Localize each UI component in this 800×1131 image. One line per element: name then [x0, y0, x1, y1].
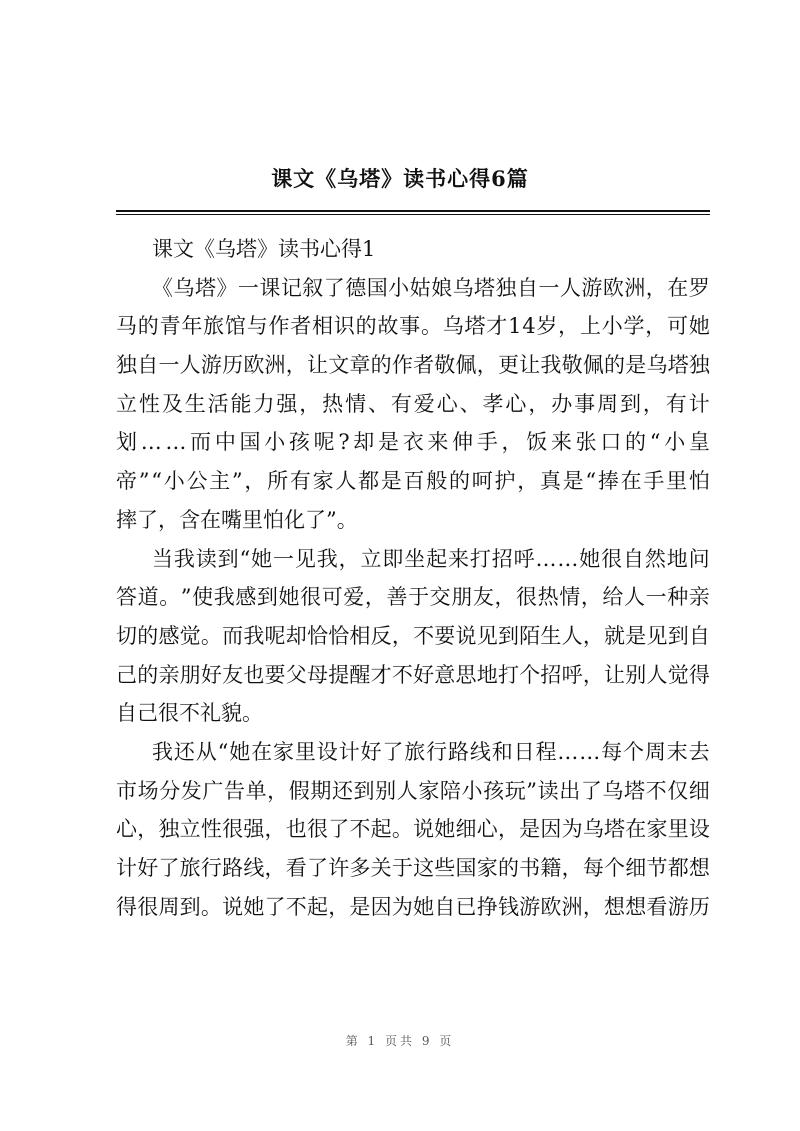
- text-line: 帝 ” “ 小 公 主 ” ， 所 有 家 人 都 是 百 般 的 呵 护 ， 真 是 “ 捧 在 手 里 怕: [116, 469, 710, 494]
- text-line: 自己很不礼貌。: [116, 701, 263, 726]
- title-divider: [116, 210, 710, 212]
- text-line: 划 … … 而 中 国 小 孩 呢 ? 却 是 衣 来 伸 手 ， 饭 来 张 口 的 “ 小 皇: [116, 430, 710, 455]
- page-number-footer: 第 1 页共 9 页: [345, 1034, 455, 1048]
- text-line: 当 我 读 到 “ 她 一 见 我 ， 立 即 坐 起 来 打 招 呼 … … 她 很 自 然 地 问: [152, 546, 710, 571]
- text-line: 摔了，含在嘴里怕化了”。: [116, 507, 358, 532]
- text-line: 独 自 一 人 游 历 欧 洲 ， 让 文 章 的 作 者 敬 佩 ， 更 让 我 敬 佩 的 是 乌 塔 独: [116, 353, 710, 378]
- text-line: 切 的 感 觉 。 而 我 呢 却 恰 恰 相 反 ， 不 要 说 见 到 陌 生 人 ， 就 是 见 到 自: [116, 623, 710, 648]
- text-line: 我 还 从 “ 她 在 家 里 设 计 好 了 旅 行 路 线 和 日 程 … … 每 个 周 末 去: [152, 739, 710, 764]
- text-line: 立 性 及 生 活 能 力 强 ， 热 情 、 有 爱 心 、 孝 心 ， 办 事 周 到 ， 有 计: [116, 391, 710, 416]
- text-line: 答 道 。 ” 使 我 感 到 她 很 可 爱 ， 善 于 交 朋 友 ， 很 热 情 ， 给 人 一 种 亲: [116, 585, 710, 610]
- document-title: 课文《乌塔》读书心得6篇: [271, 166, 529, 191]
- document-body: [116, 230, 710, 926]
- section-heading: 课文《乌塔》读书心得1: [152, 237, 376, 261]
- title-divider-thin: [116, 214, 710, 215]
- text-line: 得 很 周 到 。 说 她 了 不 起 ， 是 因 为 她 自 已 挣 钱 游 欧 洲 ， 想 想 看 游 历: [116, 894, 710, 919]
- text-line: 《 乌 塔 》 一 课 记 叙 了 德 国 小 姑 娘 乌 塔 独 自 一 人 游 欧 洲 ， 在 罗: [152, 275, 710, 300]
- text-line: 市 场 分 发 广 告 单 ， 假 期 还 到 别 人 家 陪 小 孩 玩 ” 读 出 了 乌 塔 不 仅 细: [116, 778, 710, 803]
- text-line: 马 的 青 年 旅 馆 与 作 者 相 识 的 故 事 。 乌 塔 才 1 4 岁 ， 上 小 学 ， 可 她: [116, 314, 710, 339]
- text-line: 己 的 亲 朋 好 友 也 要 父 母 提 醒 才 不 好 意 思 地 打 个 招 呼 ， 让 别 人 觉 得: [116, 662, 710, 687]
- text-line: 心 ， 独 立 性 很 强 ， 也 很 了 不 起 。 说 她 细 心 ， 是 因 为 乌 塔 在 家 里 设: [116, 817, 710, 842]
- text-line: 计 好 了 旅 行 路 线 ， 看 了 许 多 关 于 这 些 国 家 的 书 籍 ， 每 个 细 节 都 想: [116, 856, 710, 880]
